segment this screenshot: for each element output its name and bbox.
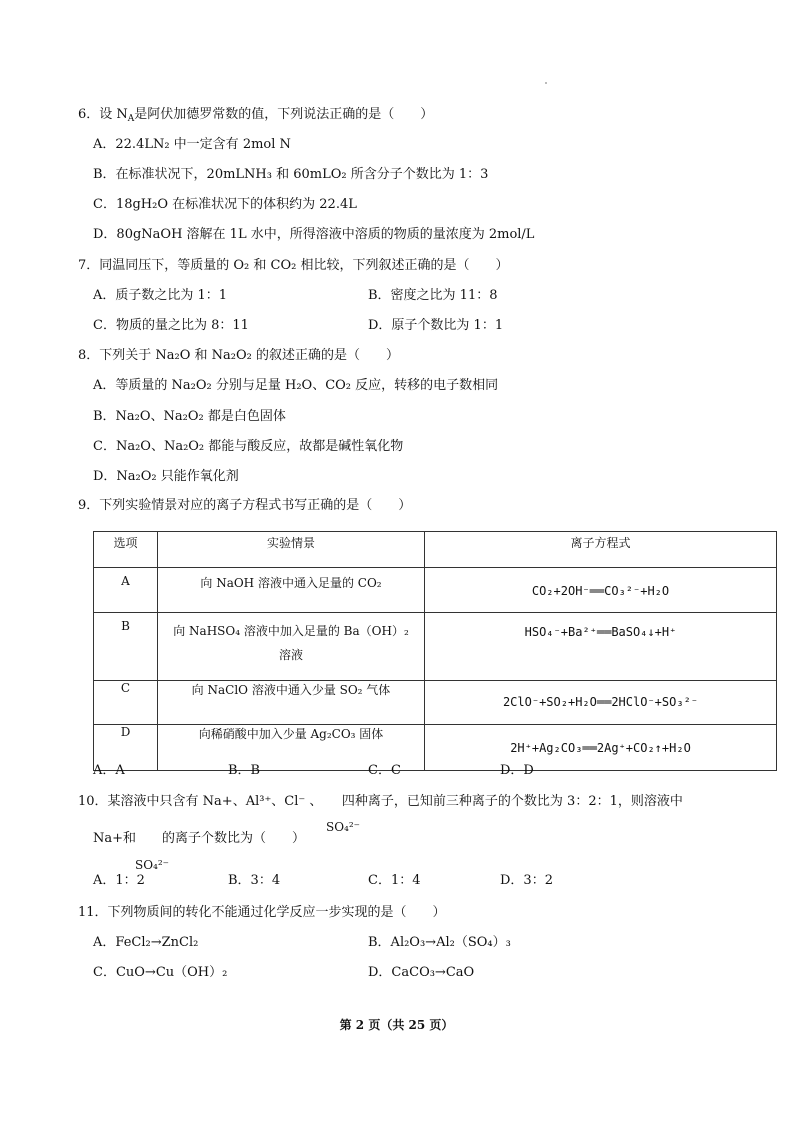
q6-option-c: C．18gH₂O 在标准状况下的体积约为 22.4L [93,197,357,212]
q11-option-b: B．Al₂O₃→Al₂（SO₄）₃ [368,935,511,950]
q11-option-a: A．FeCl₂→ZnCl₂ [93,935,199,950]
table-row [94,613,777,681]
q6-option-d: D．80gNaOH 溶解在 1L 水中，所得溶液中溶质的物质的量浓度为 2mol/L [93,227,535,242]
q9-stem: 9．下列实验情景对应的离子方程式书写正确的是（ ） [78,498,412,513]
q11-option-c: C．CuO→Cu（OH）₂ [93,965,228,980]
table-row [94,681,777,725]
q8-option-d: D．Na₂O₂ 只能作氧化剂 [93,469,239,484]
q10-so4-label-2: SO₄²⁻ [135,858,170,872]
scan-dot [545,82,547,84]
q10-stem-line2: Na+和 的离子个数比为（ ） [93,831,306,846]
q11-stem: 11．下列物质间的转化不能通过化学反应一步实现的是（ ） [78,905,446,920]
row-scene-line2: 溶液 [278,648,303,662]
q6-option-b: B．在标准状况下，20mLNH₃ 和 60mLO₂ 所含分子个数比为 1：3 [93,167,489,182]
row-scene: 向 NaClO 溶液中通入少量 SO₂ 气体 [158,681,425,725]
q9-choice-c: C．C [368,763,401,778]
q9-choice-d: D．D [500,763,534,778]
q10-choice-a: A．1：2 [93,873,145,888]
q7-option-c: C．物质的量之比为 8：11 [93,318,249,333]
table-header-row [94,532,777,568]
q8-option-a: A．等质量的 Na₂O₂ 分别与足量 H₂O、CO₂ 反应，转移的电子数相同 [93,378,499,393]
row-option: A [94,568,158,613]
q8-option-b: B．Na₂O、Na₂O₂ 都是白色固体 [93,409,286,424]
q7-stem: 7．同温同压下，等质量的 O₂ 和 CO₂ 相比较，下列叙述正确的是（ ） [78,258,509,273]
q9-choice-b: B．B [228,763,261,778]
q10-stem: 10．某溶液中只含有 Na+、Al³⁺、Cl⁻ 、 四种离子，已知前三种离子的个数比为 3：2：1，则溶液中 [78,794,683,809]
q10-so4-label: SO₄²⁻ [326,820,361,834]
q8-option-c: C．Na₂O、Na₂O₂ 都能与酸反应，故都是碱性氧化物 [93,439,404,454]
header-equation: 离子方程式 [425,532,777,568]
row-option: D [94,725,158,771]
q7-option-a: A．质子数之比为 1：1 [93,288,228,303]
q11-option-d: D．CaCO₃→CaO [368,965,475,980]
q6-option-a: A．22.4LN₂ 中一定含有 2mol N [93,137,291,152]
row-scene: 向稀硝酸中加入少量 Ag₂CO₃ 固体 [158,725,425,771]
row-scene-line1: 向 NaHSO₄ 溶液中加入足量的 Ba（OH）₂ [173,624,409,638]
q10-choice-d: D．3：2 [500,873,553,888]
table-row [94,568,777,613]
q10-choice-c: C．1：4 [368,873,421,888]
row-equation: CO₂+2OH⁻══CO₃²⁻+H₂O [425,568,777,613]
page-footer: 第 2 页（共 25 页） [339,1018,454,1032]
row-scene [158,613,425,681]
row-option: C [94,681,158,725]
row-equation: HSO₄⁻+Ba²⁺══BaSO₄↓+H⁺ [425,613,777,681]
q7-option-b: B．密度之比为 11：8 [368,288,498,303]
row-equation: 2ClO⁻+SO₂+H₂O══2HClO⁻+SO₃²⁻ [425,681,777,725]
q9-choice-a: A．A [93,763,125,778]
q7-option-d: D．原子个数比为 1：1 [368,318,504,333]
q8-stem: 8．下列关于 Na₂O 和 Na₂O₂ 的叙述正确的是（ ） [78,348,400,363]
row-option: B [94,613,158,681]
row-scene: 向 NaOH 溶液中通入足量的 CO₂ [158,568,425,613]
row-equation: 2H⁺+Ag₂CO₃══2Ag⁺+CO₂↑+H₂O [425,725,777,771]
table-row [94,725,777,771]
q10-choice-b: B．3：4 [228,873,281,888]
q6-stem: 6．设 $N_A$是阿伏加德罗常数的值，下列说法正确的是（ ） [78,107,434,124]
header-option: 选项 [94,532,158,568]
header-scene: 实验情景 [158,532,425,568]
q9-table [93,531,777,771]
